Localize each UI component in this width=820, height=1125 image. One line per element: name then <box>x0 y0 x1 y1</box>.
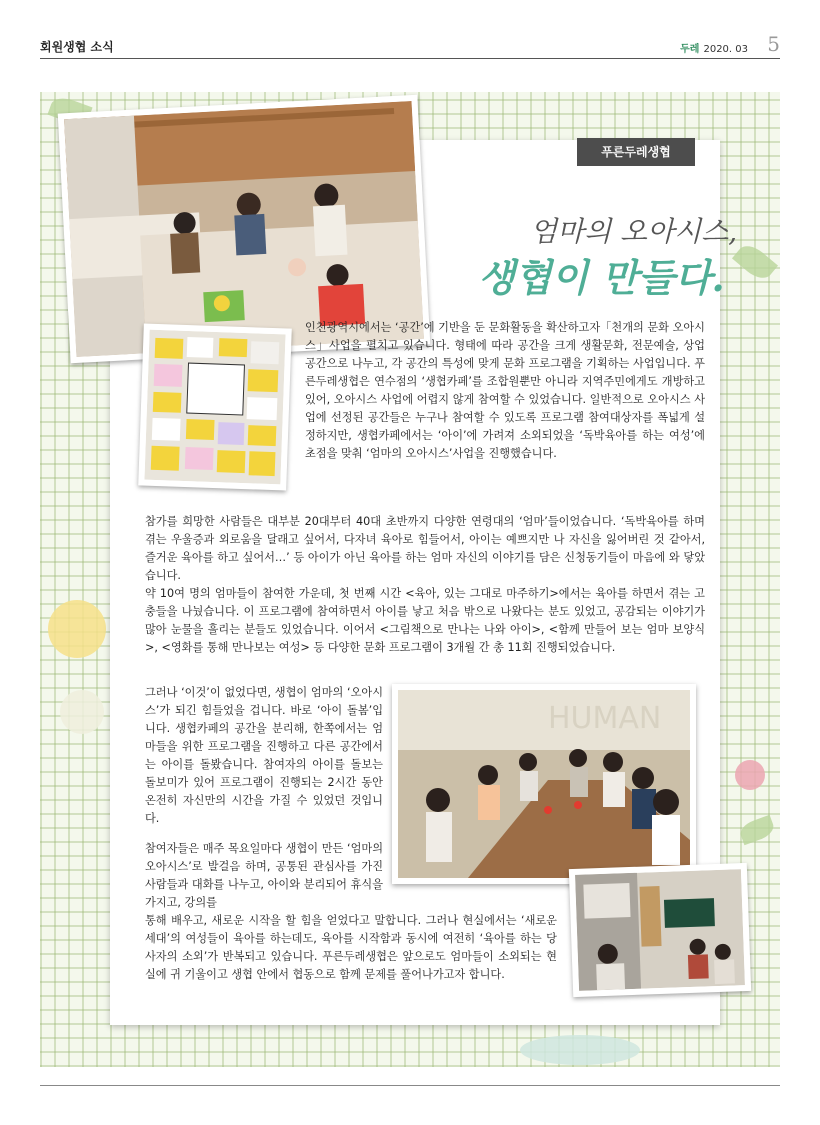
article-tag: 푸른두레생협 <box>577 138 695 166</box>
flower-decoration <box>735 760 765 790</box>
paragraph-participants: 참가를 희망한 사람들은 대부분 20대부터 40대 초반까지 다양한 연령대의 ‘엄마’들이었습니다. ‘독박육아를 하며 겪는 우울증과 외로움을 달래고 싶어서, 다자녀 육아로 힘들어서, 아이는 예쁘지만 나 자신을 잃어버린 것 같아서, 즐거운 육아를 하고 싶어서…’ 등 아이가 아닌 육아를 하는 엄마 자신의 이야기를 담은 신청동기들이 마음에 와 닿았습니다. <box>145 515 705 582</box>
page-number: 5 <box>767 32 780 56</box>
photo-sticky-notes <box>138 323 292 490</box>
paragraph-program: 약 10여 명의 엄마들이 참여한 가운데, 첫 번째 시간 <육아, 있는 그대로 마주하기>에서는 육아를 하면서 겪는 고충들을 나눴습니다. 이 프로그램에 참여하면서 아이를 낳고 처음 밖으로 나왔다는 분도 있었고, 공감되는 이야기가 많아 눈물을 흘리는 분들도 있었습니다. 이어서 <그림책으로 만나는 나와 아이>, <함께 만들어 보는 엄마 보양식>, <영화를 통해 만나보는 여성> 등 다양한 문화 프로그램이 3개월 간 총 11회 진행되었습니다. <box>145 587 705 654</box>
page-header <box>40 30 780 60</box>
flower-decoration <box>520 1035 640 1065</box>
paragraph-outcome-end: 통해 배우고, 새로운 시작을 할 힘을 얻었다고 말합니다. 그러나 현실에서는 ‘새로운 세대’의 여성들이 육아를 하는데도, 육아를 시작함과 동시에 여전히 ‘육아를 하는 당사자의 소외’가 반복되고 있습니다. 푸른두레생협은 앞으로도 엄마들이 소외되는 현실에 귀 기울이고 생협 안에서 협동으로 함께 문제를 풀어나가고자 합니다. <box>145 914 557 981</box>
paragraph-intro: 인천광역시에서는 ‘공간’에 기반을 둔 문화활동을 확산하고자「천개의 문화 오아시스」사업을 펼치고 있습니다. 형태에 따라 공간을 크게 생활문화, 전문예술, 상업 공간으로 나누고, 각 공간의 특성에 맞게 문화 프로그램을 기획하는 사업입니다. 푸른두레생협은 연수점의 ‘생협카페’를 조합원뿐만 아니라 지역주민에게도 개방하고 있어, 오아시스 사업에 어렵지 않게 참여할 수 있었습니다. 일반적으로 오아시스 사업에 선정된 공간들은 누구나 참여할 수 있도록 프로그램 참여대상자를 폭넓게 설정하지만, 생협카페에서는 ‘아이’에 가려져 소외되었을 ‘독박육아를 하는 여성’에 초점을 맞춰 ‘엄마의 오아시스’사업을 진행했습니다. <box>305 321 705 460</box>
footer-rule <box>40 1085 780 1086</box>
photo-lecture <box>569 863 751 997</box>
issue-date: 2020. 03 <box>703 44 748 55</box>
photo-meeting <box>392 684 696 884</box>
article-title-line2: 생협이 만들다. <box>478 255 725 300</box>
section-title: 회원생협 소식 <box>40 40 114 54</box>
header-rule <box>40 58 780 59</box>
article-title-line1: 엄마의 오아시스, <box>530 215 738 248</box>
paragraph-childcare: 그러나 ‘이것’이 없었다면, 생협이 엄마의 ‘오아시스’가 되긴 힘들었을 겁니다. 바로 ‘아이 돌봄’입니다. 생협카페의 공간을 분리해, 한쪽에서는 엄마들을 위한 프로그램을 진행하고 다른 공간에서는 아이를 돌봤습니다. 참여자의 아이를 돌보는 돌보미가 있어 프로그램이 진행되는 2시간 동안 온전히 자신만의 시간을 가질 수 있었던 것입니다. <box>145 686 383 825</box>
flower-decoration <box>60 690 104 734</box>
sign-text: HUMAN <box>548 701 662 736</box>
brand-name: 두레 <box>680 44 700 55</box>
flower-decoration <box>48 600 106 658</box>
issue-info <box>680 40 748 55</box>
paragraph-outcome-start: 참여자들은 매주 목요일마다 생협이 만든 ‘엄마의 오아시스’로 발걸음 하며, 공통된 관심사를 가진 사람들과 대화를 나누고, 아이와 분리되어 휴식을 가지고, 강의를 <box>145 842 383 909</box>
